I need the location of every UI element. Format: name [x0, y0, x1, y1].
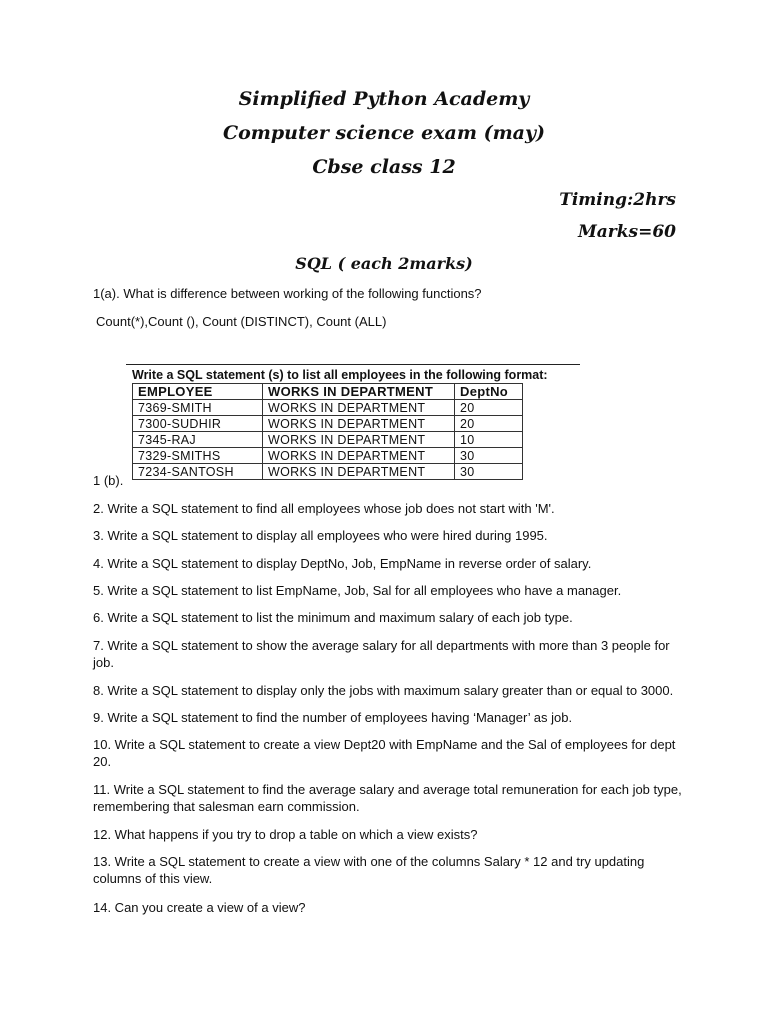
column-header: WORKS IN DEPARTMENT	[263, 384, 455, 400]
question-1a-functions: Count(*),Count (), Count (DISTINCT), Count (ALL)	[96, 314, 387, 329]
question-14: 14. Can you create a view of a view?	[93, 900, 306, 915]
table-cell: WORKS IN DEPARTMENT	[263, 400, 455, 416]
table-cell: 7329-SMITHS	[133, 448, 263, 464]
table-heading: Write a SQL statement (s) to list all employees in the following format:	[126, 364, 580, 383]
table-row	[133, 448, 523, 464]
table-row	[133, 464, 523, 480]
question-7: 7. Write a SQL statement to show the average salary for all departments with more than 3 people for job.	[93, 638, 670, 670]
table-row	[133, 400, 523, 416]
class-title: Cbse class 12	[312, 156, 456, 178]
table-cell: WORKS IN DEPARTMENT	[263, 432, 455, 448]
timing-label: Timing:2hrs	[559, 190, 676, 210]
question-2: 2. Write a SQL statement to find all employees whose job does not start with 'M'.	[93, 501, 555, 516]
question-6: 6. Write a SQL statement to list the minimum and maximum salary of each job type.	[93, 610, 573, 625]
question-1b-label: 1 (b).	[93, 473, 124, 488]
question-12: 12. What happens if you try to drop a table on which a view exists?	[93, 827, 478, 842]
table-cell: 7234-SANTOSH	[133, 464, 263, 480]
question-1a: 1(a). What is difference between working of the following functions?	[93, 286, 482, 301]
column-header: EMPLOYEE	[133, 384, 263, 400]
question-3: 3. Write a SQL statement to display all employees who were hired during 1995.	[93, 528, 548, 543]
exam-title: Computer science exam (may)	[222, 122, 546, 144]
question-5: 5. Write a SQL statement to list EmpName, Job, Sal for all employees who have a manager.	[93, 583, 622, 598]
table-cell: 30	[455, 448, 523, 464]
marks-label: Marks=60	[577, 222, 676, 242]
question-10: 10. Write a SQL statement to create a view Dept20 with EmpName and the Sal of employees for dept 20.	[93, 737, 676, 769]
table-cell: 7300-SUDHIR	[133, 416, 263, 432]
employee-table	[132, 383, 523, 480]
table-row	[133, 432, 523, 448]
table-cell: 20	[455, 400, 523, 416]
table-cell: WORKS IN DEPARTMENT	[263, 448, 455, 464]
academy-title: Simplified Python Academy	[238, 88, 530, 110]
table-header-row	[133, 384, 523, 400]
question-4: 4. Write a SQL statement to display DeptNo, Job, EmpName in reverse order of salary.	[93, 556, 592, 571]
table-cell: 10	[455, 432, 523, 448]
column-header: DeptNo	[455, 384, 523, 400]
employee-format-block	[126, 364, 580, 480]
question-8: 8. Write a SQL statement to display only the jobs with maximum salary greater than or equal to 3000.	[93, 683, 674, 698]
table-cell: 7369-SMITH	[133, 400, 263, 416]
question-13: 13. Write a SQL statement to create a view with one of the columns Salary * 12 and try updating columns of this view.	[93, 854, 645, 886]
table-cell: WORKS IN DEPARTMENT	[263, 416, 455, 432]
question-9: 9. Write a SQL statement to find the number of employees having ‘Manager’ as job.	[93, 710, 573, 725]
question-11: 11. Write a SQL statement to find the average salary and average total remuneration for each job type, remembering that salesman earn commission.	[93, 782, 682, 814]
table-row	[133, 416, 523, 432]
table-cell: 20	[455, 416, 523, 432]
table-cell: 30	[455, 464, 523, 480]
table-cell: 7345-RAJ	[133, 432, 263, 448]
table-cell: WORKS IN DEPARTMENT	[263, 464, 455, 480]
section-title: SQL ( each 2marks)	[295, 254, 473, 273]
